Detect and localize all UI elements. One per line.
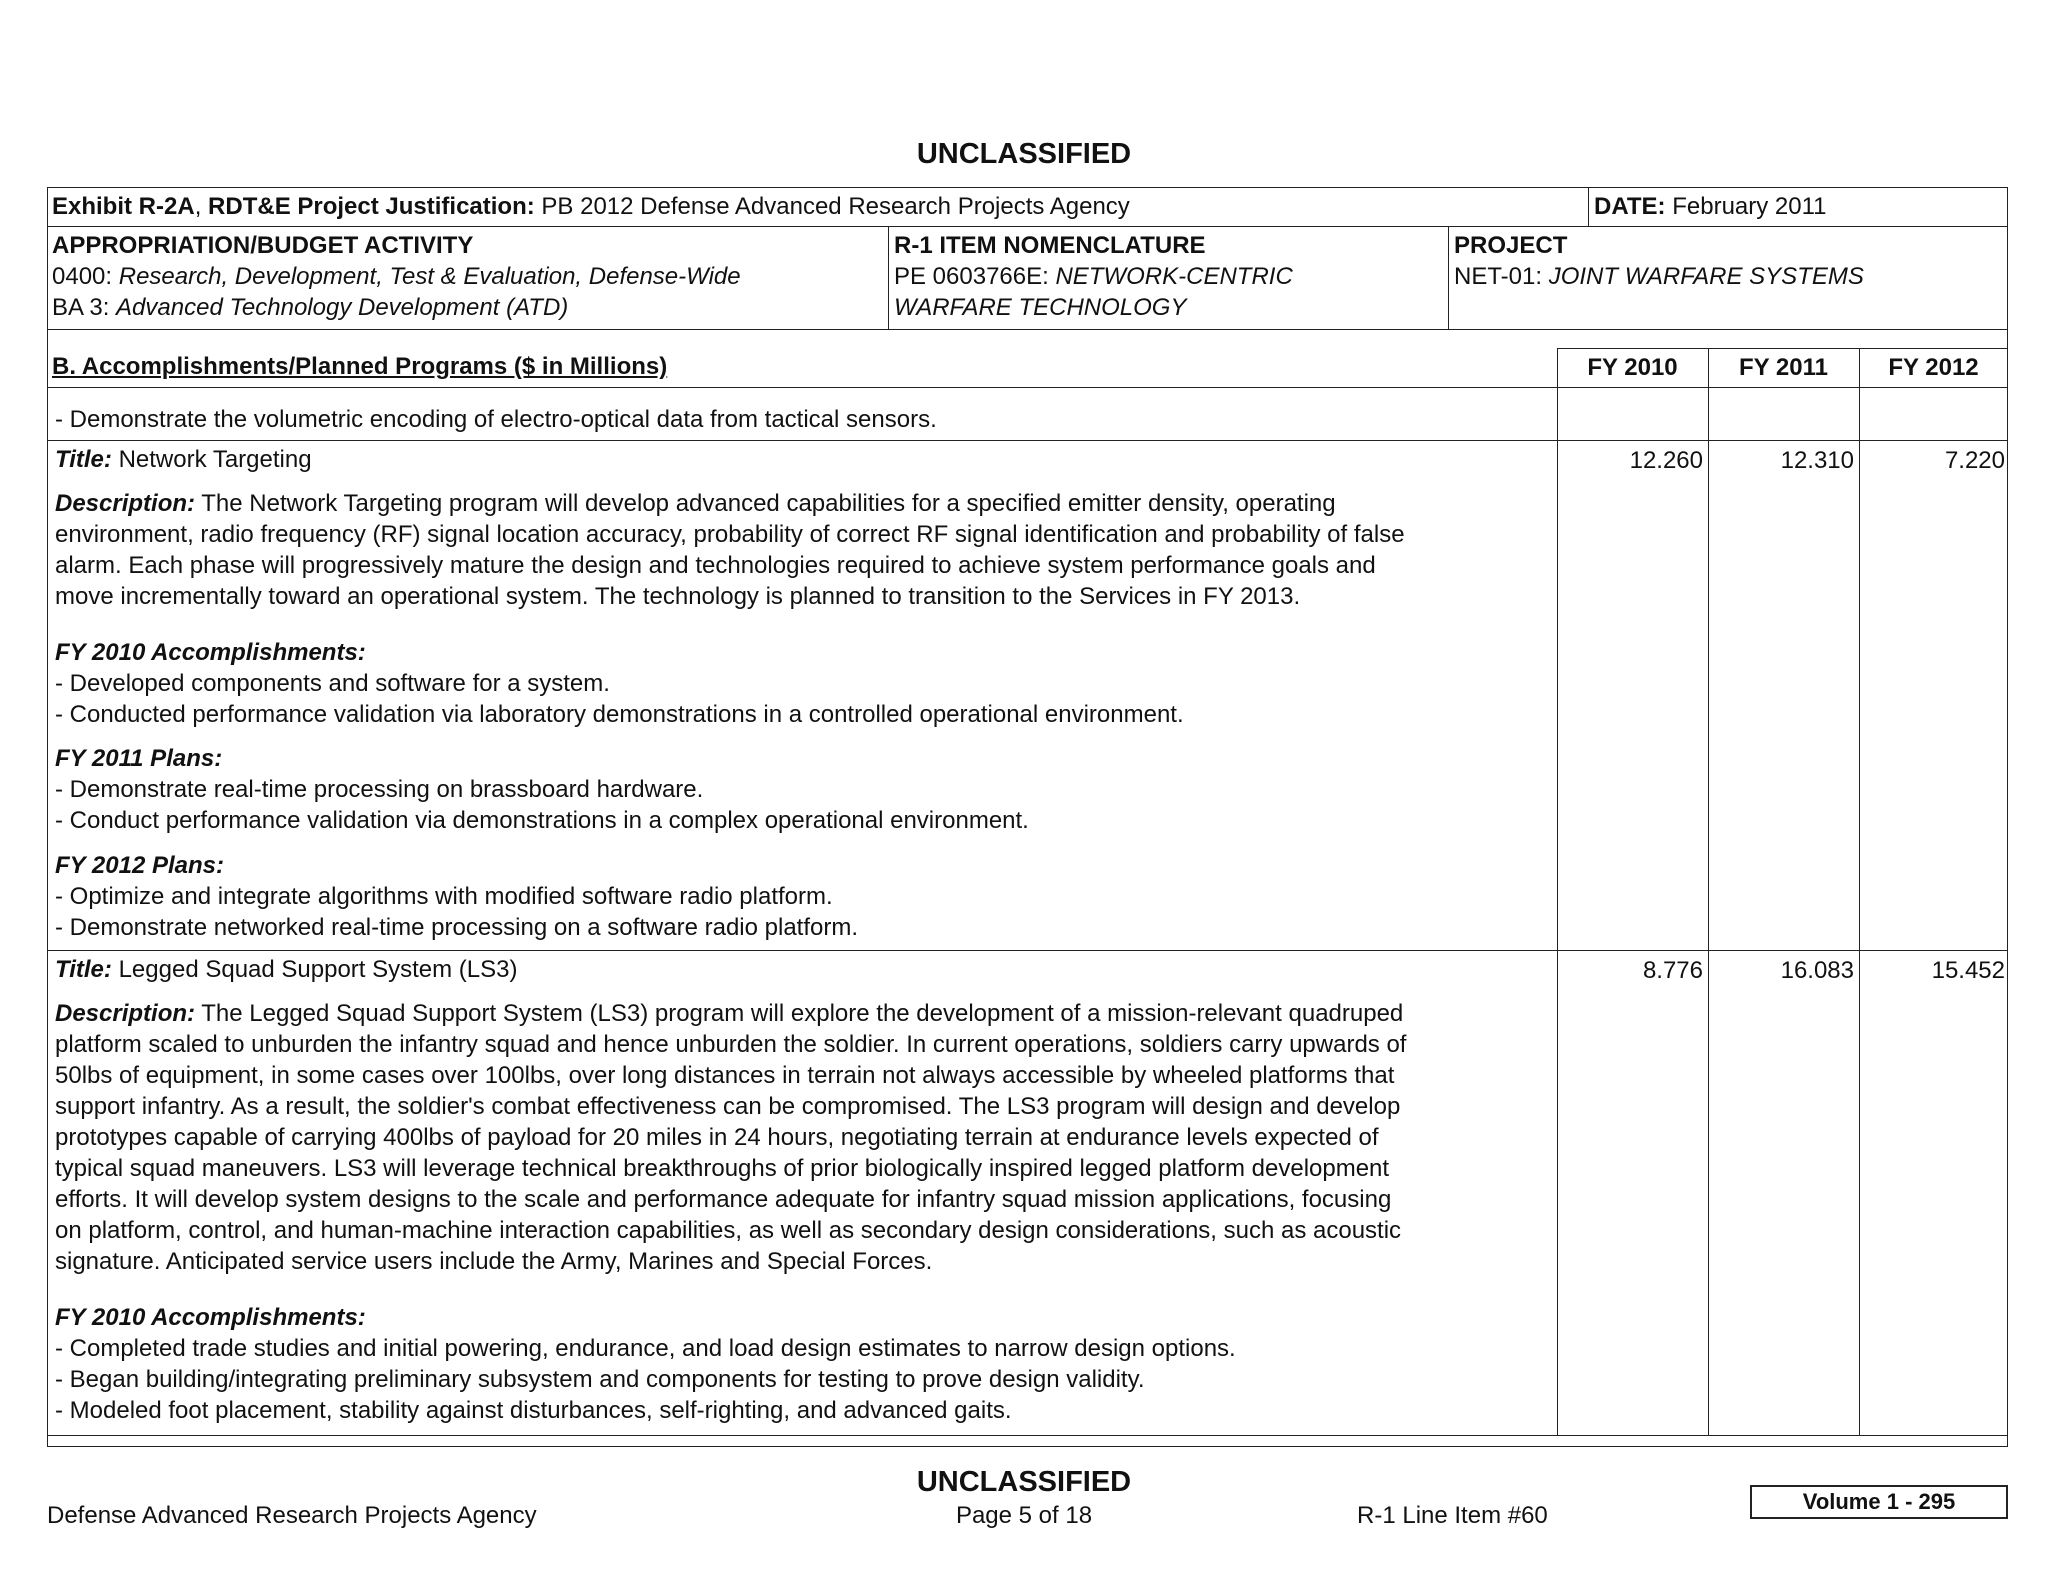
volume-box: Volume 1 - 295 bbox=[1750, 1485, 2008, 1519]
classification-top: UNCLASSIFIED bbox=[916, 138, 1132, 170]
section-title: B. Accomplishments/Planned Programs ($ in Millions) bbox=[52, 353, 668, 380]
description-line: signature. Anticipated service users include the Army, Marines and Special Forces. bbox=[55, 1248, 933, 1275]
list-item: - Demonstrate real-time processing on brassboard hardware. bbox=[55, 776, 704, 803]
value-fy2011: 16.083 bbox=[1780, 957, 1854, 984]
fy2010-heading: FY 2010 Accomplishments: bbox=[55, 1304, 366, 1331]
value-fy2011: 12.310 bbox=[1780, 447, 1854, 474]
classification-bottom: UNCLASSIFIED bbox=[916, 1466, 1132, 1498]
list-item: - Completed trade studies and initial powering, endurance, and load design estimates to narrow design options. bbox=[55, 1335, 1236, 1362]
project-value bbox=[1454, 261, 1864, 292]
fy2011-heading: FY 2011 Plans: bbox=[55, 745, 223, 772]
divider bbox=[1588, 187, 1589, 226]
list-item: - Conduct performance validation via demonstrations in a complex operational environment. bbox=[55, 807, 1029, 834]
col-fy2010: FY 2010 bbox=[1587, 354, 1678, 381]
list-item: - Developed components and software for a system. bbox=[55, 670, 610, 697]
footer-agency: Defense Advanced Research Projects Agency bbox=[47, 1502, 537, 1529]
r1-name: NETWORK-CENTRIC bbox=[1055, 263, 1293, 290]
value-fy2012: 15.452 bbox=[1931, 957, 2005, 984]
list-item: - Optimize and integrate algorithms with modified software radio platform. bbox=[55, 883, 833, 910]
date-cell bbox=[1594, 191, 1827, 222]
project-code: NET-01: bbox=[1454, 263, 1543, 290]
divider bbox=[47, 329, 2008, 330]
list-item: - Conducted performance validation via laboratory demonstrations in a controlled operational environment. bbox=[55, 701, 1184, 728]
description-line: efforts. It will develop system designs to the scale and performance adequate for infantry squad mission applications, focusing bbox=[55, 1186, 1392, 1213]
divider bbox=[1557, 348, 2008, 349]
date-label: DATE: bbox=[1594, 193, 1666, 220]
footer-line-item: R-1 Line Item #60 bbox=[1357, 1502, 1548, 1529]
project-name: JOINT WARFARE SYSTEMS bbox=[1548, 263, 1864, 290]
col-fy2012: FY 2012 bbox=[1888, 354, 1979, 381]
description-line: prototypes capable of carrying 400lbs of payload for 20 miles in 24 hours, negotiating terrain at endurance levels expected of bbox=[55, 1124, 1379, 1151]
description-line bbox=[55, 998, 1403, 1029]
divider bbox=[1448, 226, 1449, 329]
divider bbox=[1708, 348, 1709, 1436]
ba-name: Advanced Technology Development (ATD) bbox=[116, 294, 569, 321]
description-label: Description: bbox=[55, 490, 196, 517]
title-label: Title: bbox=[55, 446, 112, 473]
description-text: The Network Targeting program will develop advanced capabilities for a specified emitter density, operating bbox=[201, 490, 1336, 517]
divider bbox=[47, 226, 2008, 227]
divider bbox=[47, 950, 2008, 951]
divider bbox=[47, 440, 2008, 441]
description-line: alarm. Each phase will progressively mature the design and technologies required to achieve system performance goals and bbox=[55, 552, 1376, 579]
description-label: Description: bbox=[55, 1000, 196, 1027]
divider bbox=[888, 226, 889, 329]
description-line: 50lbs of equipment, in some cases over 100lbs, over long distances in terrain not always accessible by wheeled platforms that bbox=[55, 1062, 1395, 1089]
program-title bbox=[55, 444, 312, 475]
appropriation-value bbox=[52, 261, 741, 292]
list-item: - Modeled foot placement, stability against disturbances, self-righting, and advanced gaits. bbox=[55, 1397, 1012, 1424]
justification-label: RDT&E Project Justification: bbox=[208, 193, 535, 220]
value-fy2010: 12.260 bbox=[1629, 447, 1703, 474]
program-name: Network Targeting bbox=[118, 446, 312, 473]
fy2010-heading: FY 2010 Accomplishments: bbox=[55, 639, 366, 666]
description-line: environment, radio frequency (RF) signal location accuracy, probability of correct RF signal identification and probability of false bbox=[55, 521, 1405, 548]
budget-activity bbox=[52, 292, 568, 323]
appropriation-name: Research, Development, Test & Evaluation, Defense-Wide bbox=[118, 263, 741, 290]
description-line bbox=[55, 488, 1336, 519]
description-line: support infantry. As a result, the soldier's combat effectiveness can be compromised. The LS3 program will design and develop bbox=[55, 1093, 1401, 1120]
description-line: typical squad maneuvers. LS3 will leverage technical breakthroughs of prior biologically inspired legged platform development bbox=[55, 1155, 1390, 1182]
project-label: PROJECT bbox=[1454, 232, 1568, 259]
fy2012-heading: FY 2012 Plans: bbox=[55, 852, 224, 879]
description-line: on platform, control, and human-machine interaction capabilities, as well as secondary design considerations, such as acoustic bbox=[55, 1217, 1402, 1244]
r1-code: PE 0603766E: bbox=[894, 263, 1049, 290]
description-text: The Legged Squad Support System (LS3) program will explore the development of a mission-relevant quadruped bbox=[201, 1000, 1404, 1027]
r1-name-cont: WARFARE TECHNOLOGY bbox=[894, 294, 1187, 321]
list-item: - Began building/integrating preliminary subsystem and components for testing to prove design validity. bbox=[55, 1366, 1145, 1393]
description-line: platform scaled to unburden the infantry squad and hence unburden the soldier. In current operations, soldiers carry upwards of bbox=[55, 1031, 1407, 1058]
divider bbox=[47, 1435, 2008, 1436]
value-fy2010: 8.776 bbox=[1642, 957, 1703, 984]
col-fy2011: FY 2011 bbox=[1739, 354, 1828, 381]
exhibit-label: Exhibit R-2A bbox=[52, 193, 195, 220]
footer-page: Page 5 of 18 bbox=[955, 1502, 1093, 1529]
divider bbox=[1557, 348, 1558, 1436]
appropriation-label: APPROPRIATION/BUDGET ACTIVITY bbox=[52, 232, 474, 259]
divider bbox=[47, 387, 2008, 388]
date-value: February 2011 bbox=[1672, 193, 1827, 220]
exhibit-title: Exhibit R-2A, RDT&E Project Justification: PB 2012 Defense Advanced Research Projects Agency bbox=[52, 193, 1130, 220]
divider bbox=[1859, 348, 1860, 1436]
carryover-item: - Demonstrate the volumetric encoding of electro-optical data from tactical sensors. bbox=[55, 406, 937, 433]
r1-value bbox=[894, 261, 1293, 292]
description-line: move incrementally toward an operational system. The technology is planned to transition to the Services in FY 2013. bbox=[55, 583, 1301, 610]
value-fy2012: 7.220 bbox=[1944, 447, 2005, 474]
program-name: Legged Squad Support System (LS3) bbox=[118, 956, 518, 983]
appropriation-code: 0400: bbox=[52, 263, 113, 290]
program-title bbox=[55, 954, 518, 985]
ba-code: BA 3: bbox=[52, 294, 110, 321]
justification-value: PB 2012 Defense Advanced Research Projects Agency bbox=[541, 193, 1130, 220]
title-label: Title: bbox=[55, 956, 112, 983]
r1-label: R-1 ITEM NOMENCLATURE bbox=[894, 232, 1206, 259]
list-item: - Demonstrate networked real-time processing on a software radio platform. bbox=[55, 914, 859, 941]
